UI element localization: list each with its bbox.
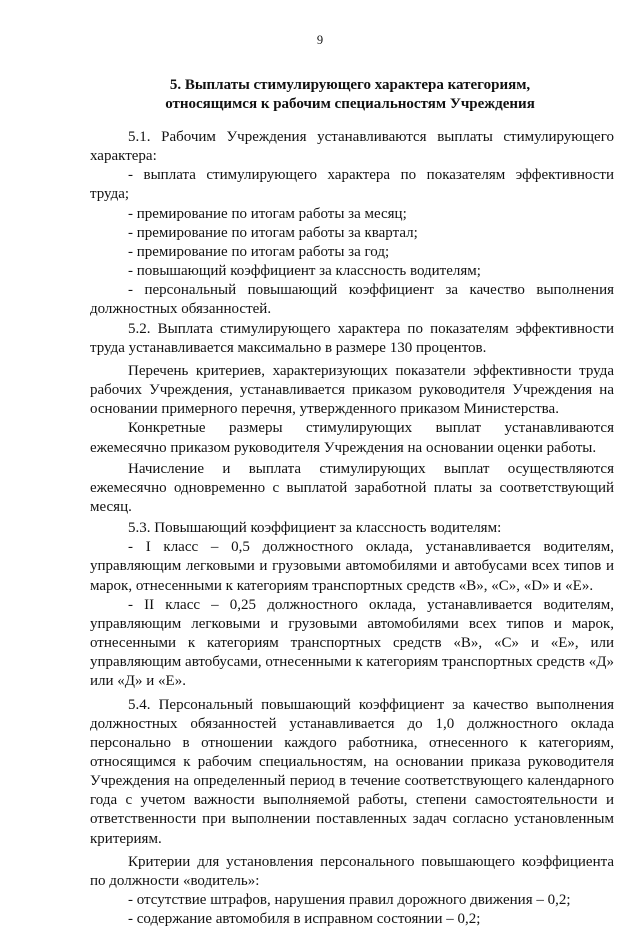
section-heading-line-1: 5. Выплаты стимулирующего характера категориям, [169, 77, 531, 93]
list-item: - премирование по итогам работы за месяц; [128, 205, 407, 222]
paragraph: Начисление и выплата стимулирующих выплат осуществляются ежемесячно одновременно с выплатой заработной платы за соответствующий месяц. [90, 460, 614, 515]
list-item: - премирование по итогам работы за квартал; [128, 224, 418, 241]
paragraph-5-3: 5.3. Повышающий коэффициент за классность водителям: [128, 520, 502, 537]
paragraph: Критерии для установления персонального повышающего коэффициента по должности «водитель»: [90, 853, 614, 889]
list-item: - II класс – 0,25 должностного оклада, устанавливается водителям, управляющим легковыми и грузовыми автомобилями всех типов и марок, отнесенными к категориям транспортных средств «В», «С» и «Е», или управляющим автобусами, отнесенными к категориям транспортных средств «Д» или «Д» и «Е». [90, 596, 614, 690]
paragraph: Конкретные размеры стимулирующих выплат устанавливаются ежемесячно приказом руководителя Учреждения на основании оценки работы. [90, 420, 614, 456]
paragraph-5-1: 5.1. Рабочим Учреждения устанавливаются выплаты стимулирующего характера: [90, 129, 614, 165]
page-number: 9 [316, 33, 324, 47]
paragraph: Перечень критериев, характеризующих показатели эффективности труда рабочих Учреждения, устанавливается приказом руководителя Учреждения на основании примерного перечня, утвержденного приказом Министерства. [90, 362, 614, 418]
list-item: - I класс – 0,5 должностного оклада, устанавливается водителям, управляющим легковыми и грузовыми автомобилями и автобусами всех типов и марок, отнесенными к категориям транспортных средств «В», «С», «D» и «Е». [90, 539, 614, 594]
list-item: - персональный повышающий коэффициент за качество выполнения должностных обязанностей. [90, 282, 614, 318]
list-item: - повышающий коэффициент за классность водителям; [128, 263, 481, 280]
paragraph-5-2: 5.2. Выплата стимулирующего характера по показателям эффективности труда устанавливается максимально в размере 130 процентов. [90, 320, 614, 356]
list-item: - отсутствие штрафов, нарушения правил дорожного движения – 0,2; [128, 892, 571, 909]
list-item: - выплата стимулирующего характера по показателям эффективности труда; [90, 167, 614, 203]
list-item: - содержание автомобиля в исправном состоянии – 0,2; [128, 911, 481, 928]
list-item: - премирование по итогам работы за год; [128, 243, 390, 260]
section-heading [110, 76, 590, 114]
section-body [90, 128, 614, 929]
paragraph-5-4: 5.4. Персональный повышающий коэффициент за качество выполнения должностных обязанностей устанавливается до 1,0 должностного оклада персонально в отношении каждого работника, отнесенного к категориям, относящимся к рабочим специальностям, на основании приказа руководителя Учреждения на определенный период в течение соответствующего календарного года с учетом важности выполняемой работы, степени самостоятельности и ответственности при выполнении поставленных задач согласно установленным критериям. [90, 696, 614, 847]
section-heading-line-2: относящимся к рабочим специальностям Учреждения [165, 96, 535, 112]
